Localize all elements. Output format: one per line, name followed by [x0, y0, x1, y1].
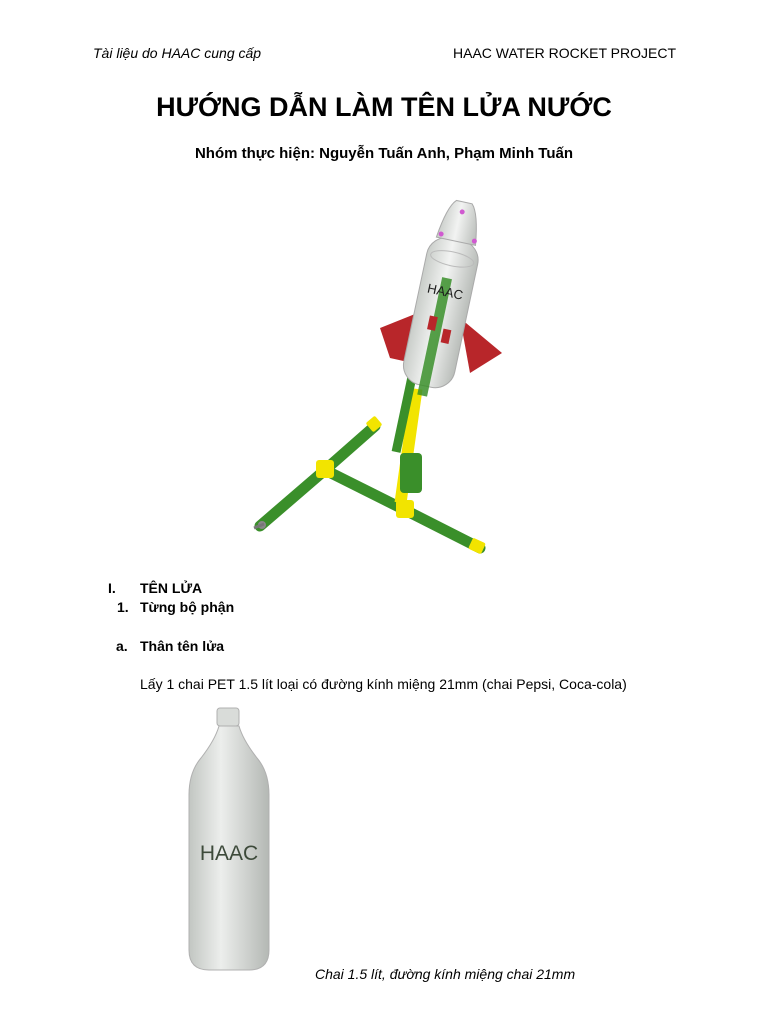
page-subtitle: Nhóm thực hiện: Nguyễn Tuấn Anh, Phạm Minh Tuấn	[194, 145, 574, 162]
figure-caption: Chai 1.5 lít, đường kính miệng chai 21mm	[315, 966, 576, 982]
header-right: HAAC WATER ROCKET PROJECT	[453, 45, 676, 61]
item-title: Thân tên lửa	[140, 638, 225, 654]
section-title: TÊN LỬA	[140, 580, 203, 596]
rocket-bottle	[398, 197, 490, 401]
pet-bottle-illustration	[145, 700, 315, 978]
header-left: Tài liệu do HAAC cung cấp	[93, 45, 262, 61]
body-paragraph: Lấy 1 chai PET 1.5 lít loại có đường kính miệng 21mm (chai Pepsi, Coca-cola)	[140, 676, 627, 692]
rocket-label: HAAC	[426, 280, 465, 303]
rocket-fin-right	[460, 318, 502, 373]
subsection-number: 1.	[117, 599, 129, 615]
rocket-launcher-illustration	[240, 178, 530, 563]
bottle-label: HAAC	[199, 842, 259, 865]
subsection-title: Từng bộ phận	[140, 599, 235, 615]
item-number: a.	[116, 638, 128, 654]
page-title: HƯỚNG DẪN LÀM TÊN LỬA NƯỚC	[156, 92, 612, 122]
launcher-base	[254, 416, 486, 555]
section-number: I.	[108, 580, 116, 596]
